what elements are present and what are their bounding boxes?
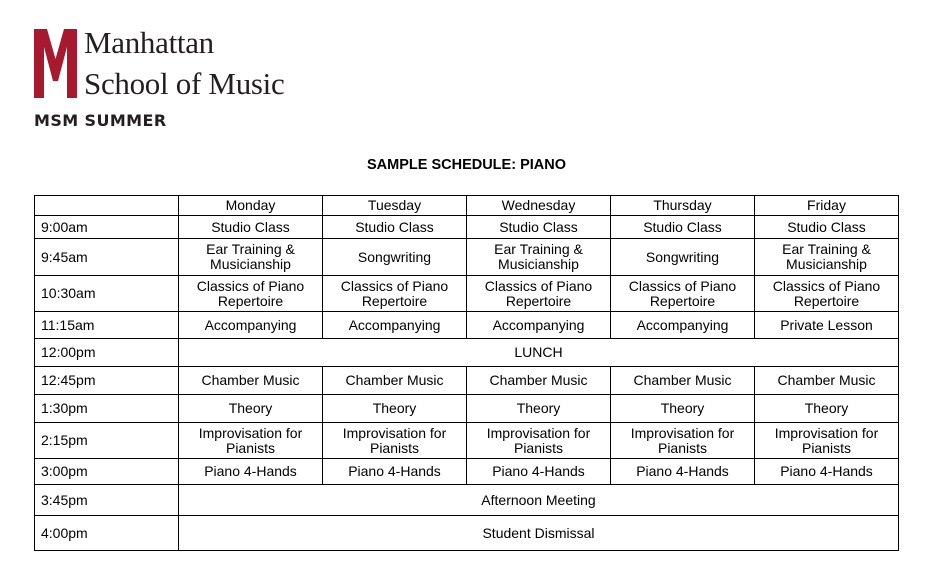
header-row: [35, 196, 899, 216]
activity-cell: Private Lesson: [755, 312, 899, 339]
schedule-row: [35, 216, 899, 239]
activity-cell: Classics of Piano Repertoire: [467, 276, 611, 312]
activity-cell: Classics of Piano Repertoire: [323, 276, 467, 312]
schedule-row: [35, 423, 899, 459]
day-header: Tuesday: [323, 196, 467, 216]
schedule-row: [35, 312, 899, 339]
activity-cell: Piano 4-Hands: [179, 459, 323, 485]
activity-cell: Accompanying: [467, 312, 611, 339]
activity-cell: Accompanying: [179, 312, 323, 339]
activity-cell: Theory: [611, 395, 755, 423]
activity-cell: Improvisation for Pianists: [179, 423, 323, 459]
activity-cell: Ear Training & Musicianship: [755, 239, 899, 276]
day-header: Monday: [179, 196, 323, 216]
time-cell: 3:45pm: [35, 485, 179, 516]
activity-cell: Studio Class: [755, 216, 899, 239]
activity-cell: Classics of Piano Repertoire: [611, 276, 755, 312]
activity-cell: Chamber Music: [611, 367, 755, 395]
logo-name-line2: School of Music: [84, 66, 285, 101]
activity-cell: Studio Class: [611, 216, 755, 239]
day-header: Wednesday: [467, 196, 611, 216]
schedule-row: [35, 516, 899, 551]
page-title: SAMPLE SCHEDULE: PIANO: [367, 157, 566, 173]
activity-cell: Ear Training & Musicianship: [467, 239, 611, 276]
schedule-row: [35, 276, 899, 312]
lunch-cell: LUNCH: [179, 339, 899, 367]
activity-cell: Ear Training & Musicianship: [179, 239, 323, 276]
activity-cell: Chamber Music: [323, 367, 467, 395]
activity-cell: Studio Class: [467, 216, 611, 239]
time-cell: 11:15am: [35, 312, 179, 339]
activity-cell: Piano 4-Hands: [467, 459, 611, 485]
time-cell: 2:15pm: [35, 423, 179, 459]
activity-cell: Improvisation for Pianists: [755, 423, 899, 459]
time-cell: 9:00am: [35, 216, 179, 239]
activity-cell: Piano 4-Hands: [755, 459, 899, 485]
time-cell: 4:00pm: [35, 516, 179, 551]
schedule-table: [34, 195, 899, 551]
activity-cell: Studio Class: [323, 216, 467, 239]
activity-cell: Theory: [467, 395, 611, 423]
time-cell: 1:30pm: [35, 395, 179, 423]
activity-cell: Classics of Piano Repertoire: [179, 276, 323, 312]
activity-cell: Chamber Music: [755, 367, 899, 395]
activity-cell: Improvisation for Pianists: [467, 423, 611, 459]
activity-cell: Piano 4-Hands: [611, 459, 755, 485]
msm-logo-mark-icon: [34, 29, 77, 98]
activity-cell: Theory: [755, 395, 899, 423]
schedule-row: [35, 239, 899, 276]
activity-cell: Theory: [323, 395, 467, 423]
activity-cell: Songwriting: [323, 239, 467, 276]
activity-cell: Accompanying: [323, 312, 467, 339]
header-corner-cell: [35, 196, 179, 216]
schedule-row: [35, 485, 899, 516]
activity-cell: Studio Class: [179, 216, 323, 239]
activity-cell: Theory: [179, 395, 323, 423]
activity-cell: Songwriting: [611, 239, 755, 276]
schedule-row: [35, 367, 899, 395]
program-name: MSM SUMMER: [34, 111, 167, 130]
activity-cell: Chamber Music: [467, 367, 611, 395]
schedule-row: [35, 339, 899, 367]
dismissal-cell: Student Dismissal: [179, 516, 899, 551]
logo-name-line1: Manhattan: [84, 25, 214, 60]
time-cell: 3:00pm: [35, 459, 179, 485]
time-cell: 9:45am: [35, 239, 179, 276]
activity-cell: Improvisation for Pianists: [611, 423, 755, 459]
activity-cell: Classics of Piano Repertoire: [755, 276, 899, 312]
schedule-row: [35, 459, 899, 485]
schedule-row: [35, 395, 899, 423]
time-cell: 10:30am: [35, 276, 179, 312]
activity-cell: Improvisation for Pianists: [323, 423, 467, 459]
activity-cell: Chamber Music: [179, 367, 323, 395]
activity-cell: Piano 4-Hands: [323, 459, 467, 485]
meeting-cell: Afternoon Meeting: [179, 485, 899, 516]
time-cell: 12:00pm: [35, 339, 179, 367]
time-cell: 12:45pm: [35, 367, 179, 395]
day-header: Thursday: [611, 196, 755, 216]
day-header: Friday: [755, 196, 899, 216]
activity-cell: Accompanying: [611, 312, 755, 339]
